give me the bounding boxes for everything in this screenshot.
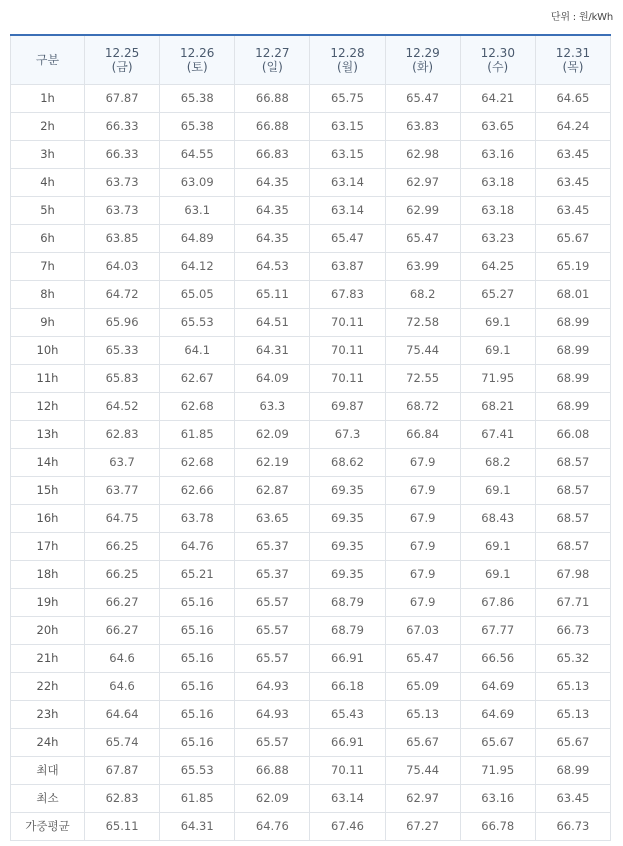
price-cell: 66.25 [85,532,160,560]
price-cell: 63.77 [85,476,160,504]
price-cell: 67.27 [385,812,460,840]
price-cell: 65.13 [535,700,610,728]
price-cell: 64.35 [235,196,310,224]
price-cell: 65.38 [160,112,235,140]
header-day-cell [85,35,160,84]
price-cell: 70.11 [310,364,385,392]
price-cell: 65.38 [160,84,235,112]
price-cell: 68.01 [535,280,610,308]
header-weekday: (일) [261,59,283,74]
row-label-cell: 24h [11,728,85,756]
unit-label: 단위 : 원/kWh [550,12,613,23]
header-day-cell [460,35,535,84]
price-cell: 65.13 [535,672,610,700]
price-cell: 64.21 [460,84,535,112]
price-cell: 68.72 [385,392,460,420]
header-weekday: (수) [487,59,509,74]
price-cell: 67.9 [385,504,460,532]
header-date: 12.26 [180,45,215,60]
price-cell: 66.73 [535,616,610,644]
price-cell: 62.98 [385,140,460,168]
price-cell: 62.66 [160,476,235,504]
price-cell: 65.74 [85,728,160,756]
price-cell: 63.78 [160,504,235,532]
price-cell: 62.68 [160,392,235,420]
table-row [11,364,611,392]
price-cell: 65.11 [235,280,310,308]
table-row [11,672,611,700]
price-cell: 66.33 [85,140,160,168]
price-cell: 65.37 [235,532,310,560]
price-cell: 65.47 [385,644,460,672]
row-label-cell: 23h [11,700,85,728]
price-cell: 66.27 [85,616,160,644]
price-cell: 69.1 [460,476,535,504]
price-cell: 62.09 [235,784,310,812]
price-cell: 64.1 [160,336,235,364]
header-date: 12.29 [405,45,440,60]
price-cell: 62.87 [235,476,310,504]
price-cell: 63.45 [535,196,610,224]
price-cell: 65.37 [235,560,310,588]
price-cell: 64.35 [235,224,310,252]
price-table [10,34,611,841]
price-cell: 64.31 [235,336,310,364]
header-weekday: (목) [562,59,584,74]
table-row [11,476,611,504]
price-cell: 65.57 [235,644,310,672]
table-row [11,644,611,672]
price-cell: 63.87 [310,252,385,280]
table-row [11,280,611,308]
price-cell: 67.03 [385,616,460,644]
price-cell: 63.09 [160,168,235,196]
price-cell: 63.65 [460,112,535,140]
price-cell: 65.67 [385,728,460,756]
price-cell: 69.35 [310,560,385,588]
table-row [11,784,611,812]
header-date: 12.25 [104,45,140,60]
price-cell: 66.25 [85,560,160,588]
price-cell: 66.08 [535,420,610,448]
price-cell: 70.11 [310,336,385,364]
price-cell: 62.99 [385,196,460,224]
price-cell: 66.18 [310,672,385,700]
table-row [11,140,611,168]
price-cell: 64.75 [85,504,160,532]
row-label-cell: 4h [11,168,85,196]
price-cell: 63.7 [85,448,160,476]
price-cell: 68.79 [310,588,385,616]
row-label-cell: 최대 [11,756,85,784]
price-cell: 70.11 [310,756,385,784]
header-date: 12.27 [255,45,290,60]
price-cell: 69.87 [310,392,385,420]
price-cell: 65.75 [310,84,385,112]
price-cell: 66.88 [235,112,310,140]
table-row [11,420,611,448]
price-cell: 68.62 [310,448,385,476]
price-cell: 64.52 [85,392,160,420]
price-cell: 65.16 [160,700,235,728]
price-cell: 65.67 [535,728,610,756]
price-cell: 62.68 [160,448,235,476]
price-cell: 64.76 [160,532,235,560]
price-cell: 65.11 [85,812,160,840]
price-cell: 65.47 [385,84,460,112]
header-label-cell: 구분 [11,35,85,84]
price-cell: 64.12 [160,252,235,280]
table-row [11,224,611,252]
price-cell: 65.57 [235,588,310,616]
price-cell: 64.89 [160,224,235,252]
price-cell: 65.53 [160,756,235,784]
price-cell: 64.31 [160,812,235,840]
price-cell: 68.99 [535,392,610,420]
table-row [11,308,611,336]
price-cell: 65.16 [160,588,235,616]
price-cell: 63.14 [310,784,385,812]
price-cell: 63.16 [460,140,535,168]
price-cell: 66.27 [85,588,160,616]
price-cell: 65.27 [460,280,535,308]
price-cell: 62.97 [385,168,460,196]
price-cell: 67.41 [460,420,535,448]
price-cell: 62.83 [85,784,160,812]
table-header-row [11,35,611,84]
price-cell: 66.83 [235,140,310,168]
price-cell: 67.83 [310,280,385,308]
header-weekday: (금) [111,59,133,74]
row-label-cell: 13h [11,420,85,448]
price-cell: 66.91 [310,728,385,756]
price-cell: 69.35 [310,476,385,504]
price-cell: 64.09 [235,364,310,392]
price-cell: 69.1 [460,336,535,364]
price-cell: 67.9 [385,560,460,588]
price-cell: 68.79 [310,616,385,644]
price-cell: 63.15 [310,140,385,168]
price-cell: 63.73 [85,196,160,224]
price-cell: 65.47 [385,224,460,252]
price-cell: 69.1 [460,532,535,560]
price-cell: 68.99 [535,756,610,784]
row-label-cell: 1h [11,84,85,112]
header-weekday: (토) [186,59,208,74]
price-cell: 65.96 [85,308,160,336]
price-cell: 64.69 [460,700,535,728]
price-cell: 65.33 [85,336,160,364]
price-cell: 67.9 [385,448,460,476]
table-row [11,588,611,616]
price-cell: 64.72 [85,280,160,308]
table-body [11,84,611,840]
price-cell: 66.56 [460,644,535,672]
price-cell: 63.45 [535,140,610,168]
row-label-cell: 10h [11,336,85,364]
table-row [11,336,611,364]
price-cell: 64.24 [535,112,610,140]
row-label-cell: 16h [11,504,85,532]
price-cell: 66.91 [310,644,385,672]
price-cell: 63.83 [385,112,460,140]
table-row [11,252,611,280]
row-label-cell: 14h [11,448,85,476]
price-cell: 64.25 [460,252,535,280]
price-cell: 65.16 [160,616,235,644]
table-row [11,616,611,644]
price-cell: 66.78 [460,812,535,840]
price-cell: 65.57 [235,728,310,756]
price-cell: 71.95 [460,364,535,392]
header-day-cell [385,35,460,84]
table-row [11,700,611,728]
price-cell: 69.1 [460,308,535,336]
price-cell: 64.76 [235,812,310,840]
price-cell: 62.83 [85,420,160,448]
table-row [11,504,611,532]
price-cell: 66.88 [235,756,310,784]
price-cell: 64.93 [235,672,310,700]
price-cell: 67.9 [385,532,460,560]
price-cell: 63.15 [310,112,385,140]
price-cell: 68.99 [535,364,610,392]
price-cell: 65.05 [160,280,235,308]
price-cell: 62.67 [160,364,235,392]
row-label-cell: 최소 [11,784,85,812]
price-cell: 66.88 [235,84,310,112]
price-cell: 65.43 [310,700,385,728]
price-cell: 62.09 [235,420,310,448]
row-label-cell: 11h [11,364,85,392]
table-row [11,560,611,588]
price-cell: 65.16 [160,728,235,756]
header-day-cell [310,35,385,84]
header-date: 12.30 [480,45,515,60]
price-cell: 61.85 [160,420,235,448]
price-cell: 65.32 [535,644,610,672]
table-row [11,812,611,840]
price-cell: 62.97 [385,784,460,812]
price-cell: 63.45 [535,168,610,196]
price-cell: 64.35 [235,168,310,196]
header-date: 12.28 [330,45,365,60]
price-cell: 65.21 [160,560,235,588]
price-cell: 63.45 [535,784,610,812]
price-cell: 65.67 [460,728,535,756]
price-cell: 61.85 [160,784,235,812]
price-cell: 66.84 [385,420,460,448]
row-label-cell: 6h [11,224,85,252]
header-weekday: (월) [337,59,358,74]
row-label-cell: 2h [11,112,85,140]
table-row [11,532,611,560]
price-cell: 68.57 [535,448,610,476]
header-day-cell [160,35,235,84]
row-label-cell: 18h [11,560,85,588]
price-cell: 65.67 [535,224,610,252]
row-label-cell: 20h [11,616,85,644]
price-cell: 69.35 [310,504,385,532]
price-cell: 68.99 [535,336,610,364]
row-label-cell: 9h [11,308,85,336]
row-label-cell: 3h [11,140,85,168]
price-cell: 63.73 [85,168,160,196]
header-day-cell [235,35,310,84]
price-cell: 63.1 [160,196,235,224]
row-label-cell: 17h [11,532,85,560]
price-cell: 68.2 [460,448,535,476]
price-cell: 65.57 [235,616,310,644]
price-cell: 64.65 [535,84,610,112]
price-cell: 72.58 [385,308,460,336]
price-cell: 67.87 [85,84,160,112]
table-row [11,84,611,112]
price-cell: 64.53 [235,252,310,280]
price-cell: 64.03 [85,252,160,280]
table-row [11,196,611,224]
row-label-cell: 22h [11,672,85,700]
table-row [11,756,611,784]
table-row [11,392,611,420]
row-label-cell: 12h [11,392,85,420]
price-cell: 64.64 [85,700,160,728]
price-cell: 63.65 [235,504,310,532]
price-cell: 69.35 [310,532,385,560]
row-label-cell: 21h [11,644,85,672]
price-cell: 67.9 [385,476,460,504]
price-cell: 71.95 [460,756,535,784]
header-day-cell [535,35,610,84]
table-row [11,728,611,756]
price-cell: 67.86 [460,588,535,616]
price-cell: 68.57 [535,532,610,560]
price-cell: 68.57 [535,504,610,532]
row-label-cell: 가중평균 [11,812,85,840]
header-weekday: (화) [412,59,434,74]
price-cell: 72.55 [385,364,460,392]
row-label-cell: 8h [11,280,85,308]
price-cell: 63.14 [310,196,385,224]
price-cell: 63.85 [85,224,160,252]
price-cell: 63.16 [460,784,535,812]
price-cell: 63.18 [460,196,535,224]
price-cell: 64.6 [85,672,160,700]
price-cell: 68.21 [460,392,535,420]
price-cell: 69.1 [460,560,535,588]
price-cell: 67.9 [385,588,460,616]
price-cell: 66.73 [535,812,610,840]
price-cell: 64.69 [460,672,535,700]
row-label-cell: 7h [11,252,85,280]
row-label-cell: 5h [11,196,85,224]
price-cell: 65.47 [310,224,385,252]
price-cell: 63.18 [460,168,535,196]
price-cell: 75.44 [385,336,460,364]
row-label-cell: 15h [11,476,85,504]
price-cell: 63.23 [460,224,535,252]
price-cell: 65.09 [385,672,460,700]
table-row [11,448,611,476]
price-cell: 66.33 [85,112,160,140]
price-cell: 70.11 [310,308,385,336]
price-cell: 64.6 [85,644,160,672]
price-cell: 65.16 [160,672,235,700]
row-label-cell: 19h [11,588,85,616]
price-cell: 65.13 [385,700,460,728]
price-cell: 67.71 [535,588,610,616]
price-cell: 64.93 [235,700,310,728]
price-cell: 63.99 [385,252,460,280]
price-cell: 63.14 [310,168,385,196]
price-cell: 65.53 [160,308,235,336]
table-row [11,168,611,196]
price-cell: 64.51 [235,308,310,336]
price-cell: 67.98 [535,560,610,588]
price-cell: 67.77 [460,616,535,644]
price-cell: 68.99 [535,308,610,336]
header-date: 12.31 [555,45,591,60]
price-cell: 65.19 [535,252,610,280]
price-cell: 65.83 [85,364,160,392]
price-cell: 67.87 [85,756,160,784]
price-cell: 68.2 [385,280,460,308]
price-cell: 64.55 [160,140,235,168]
price-cell: 68.43 [460,504,535,532]
price-cell: 67.46 [310,812,385,840]
price-cell: 63.3 [235,392,310,420]
price-cell: 67.3 [310,420,385,448]
price-cell: 65.16 [160,644,235,672]
table-row [11,112,611,140]
price-cell: 75.44 [385,756,460,784]
price-cell: 62.19 [235,448,310,476]
price-cell: 68.57 [535,476,610,504]
